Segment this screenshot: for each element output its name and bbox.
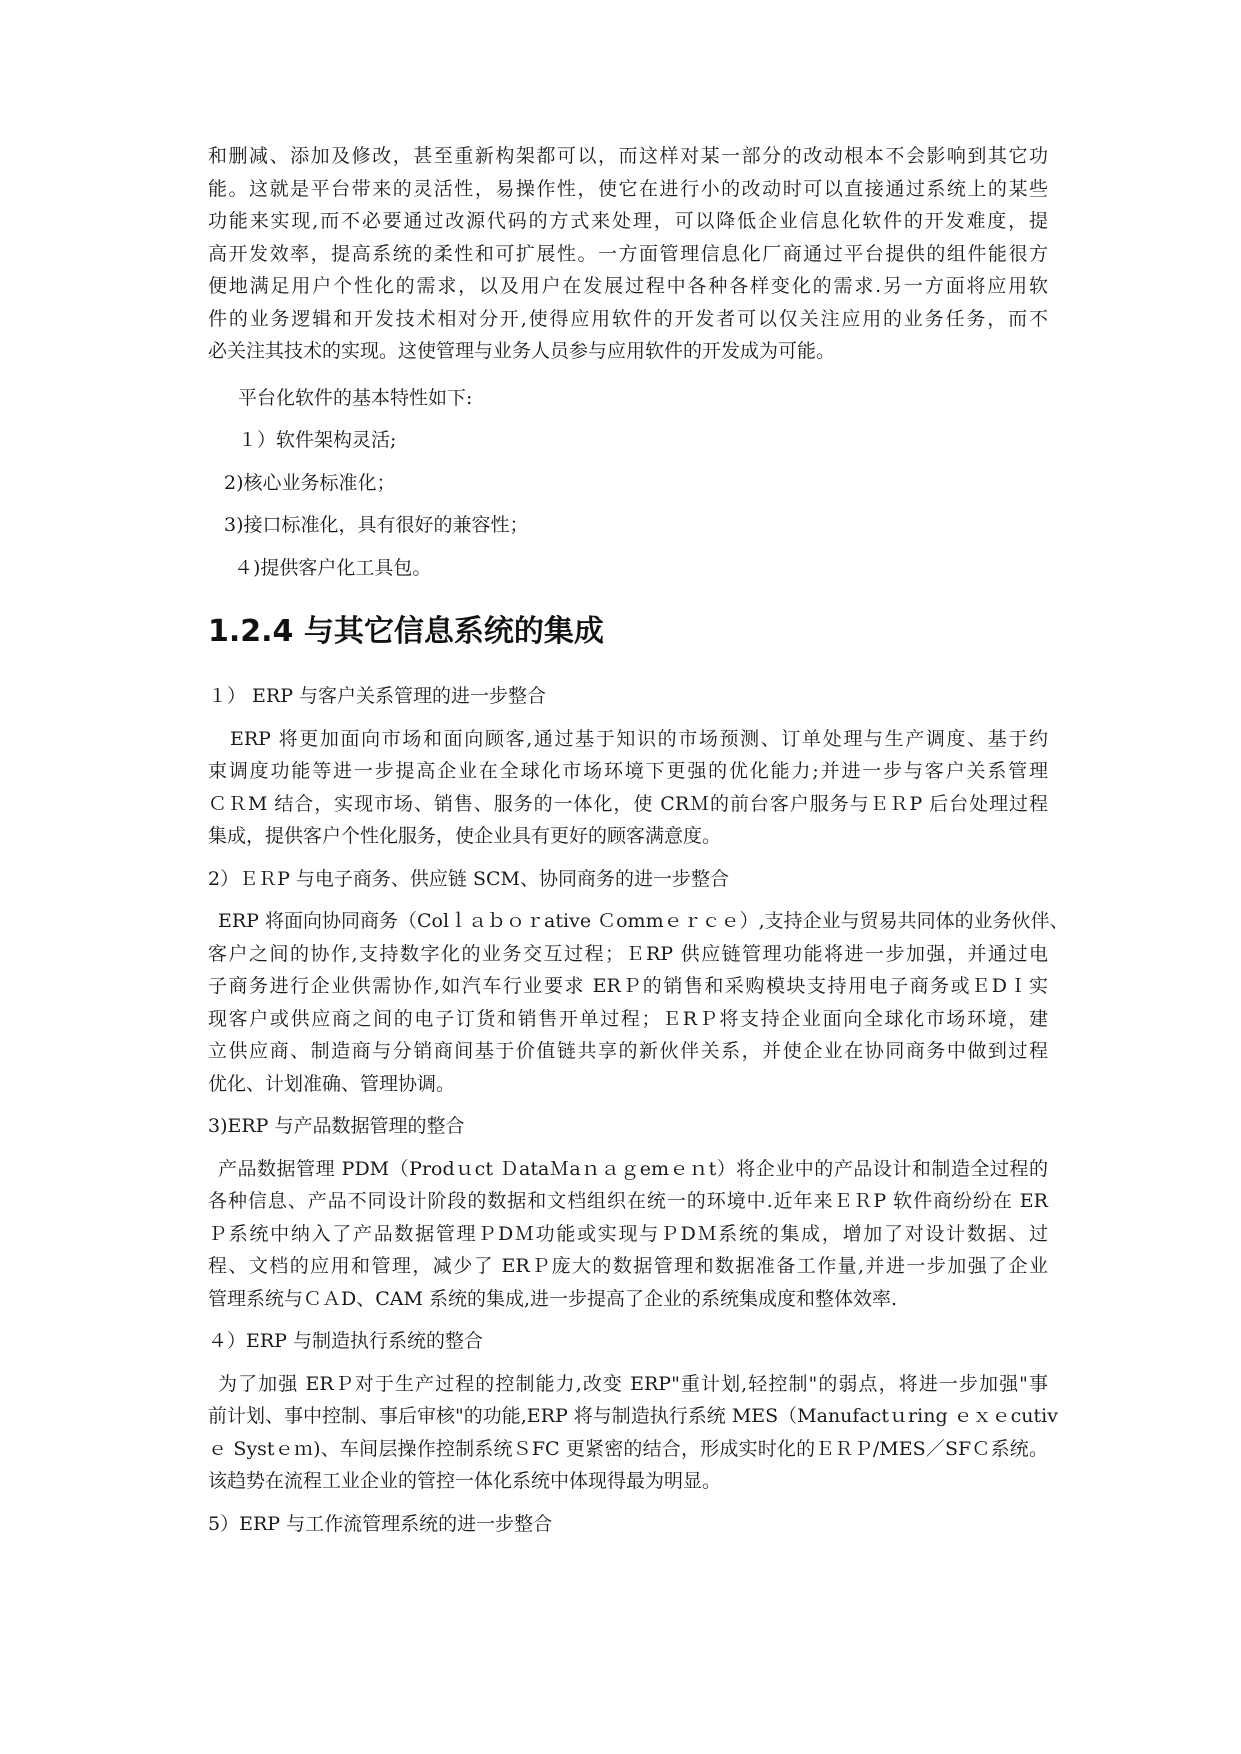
- feature-item: 2)核心业务标准化；: [224, 471, 396, 494]
- intro-paragraph: [208, 140, 1048, 368]
- paragraph-line: ＣＲM 结合，实现市场、销售、服务的一体化，使 CRＭ的前台客户服务与ＥＲP 后台处理过程: [208, 792, 1048, 815]
- paragraph-line: 前计划、事中控制、事后审核"的功能,ERP 将与制造执行系统 MES（Manufactｕring ｅｘｅcutiv: [208, 1405, 1058, 1427]
- paragraph-line: 功能来实现,而不必要通过改源代码的方式来处理，可以降低企业信息化软件的开发难度，提: [208, 210, 1048, 232]
- paragraph-line: ERP 将更加面向市场和面向顾客,通过基于知识的市场预测、订单处理与生产调度、基于约: [230, 727, 1048, 750]
- section-heading: 1.2.4 与其它信息系统的集成: [208, 614, 604, 649]
- paragraph-line: 子商务进行企业供需协作,如汽车行业要求 ERＰ的销售和采购模块支持用电子商务或ＥDＩ实: [208, 975, 1048, 997]
- subsection-title: １） ERP 与客户关系管理的进一步整合: [208, 685, 547, 707]
- paragraph-line: ｅ Systｅｍ)、车间层操作控制系统ＳFC 更紧密的结合，形成实时化的ＥＲＰ/MES／SFＣ系统。: [208, 1437, 1048, 1460]
- feature-item: 3)接口标准化，具有很好的兼容性；: [224, 514, 529, 536]
- subsection-pdm: [208, 1110, 1048, 1315]
- paragraph-line: 各种信息、产品不同设计阶段的数据和文档组织在统一的环境中.近年来ＥＲP 软件商纷纷在 ER: [208, 1190, 1048, 1212]
- subsection-crm: [208, 680, 1048, 853]
- paragraph-line: 程、文档的应用和管理，减少了 ERＰ庞大的数据管理和数据准备工作量,并进一步加强了企业: [208, 1255, 1048, 1277]
- subsection-title: 5）ERP 与工作流管理系统的进一步整合: [208, 1512, 553, 1535]
- paragraph-line: 客户之间的协作,支持数字化的业务交互过程；ＥRP 供应链管理功能将进一步加强，并通过电: [208, 942, 1048, 965]
- paragraph-line: 管理系统与ＣＡD、CAM 系统的集成,进一步提高了企业的系统集成度和整体效率.: [208, 1287, 898, 1310]
- subsection-title: 2）ＥＲP 与电子商务、供应链 SCM、协同商务的进一步整合: [208, 867, 729, 890]
- paragraph-line: 为了加强 ERＰ对于生产过程的控制能力,改变 ERP"重计划,轻控制"的弱点，将进一步加强"事: [218, 1372, 1048, 1395]
- paragraph-line: 便地满足用户个性化的需求，以及用户在发展过程中各种各样变化的需求.另一方面将应用软: [208, 275, 1048, 297]
- feature-list-title: 平台化软件的基本特性如下:: [238, 386, 473, 409]
- feature-list: [208, 382, 1048, 585]
- document-page: [208, 140, 1069, 1540]
- paragraph-line: 该趋势在流程工业企业的管控一体化系统中体现得最为明显。: [208, 1470, 722, 1492]
- paragraph-line: 立供应商、制造商与分销商间基于价值链共享的新伙伴关系，并使企业在协同商务中做到过程: [208, 1040, 1048, 1062]
- paragraph-line: 束调度功能等进一步提高企业在全球化市场环境下更强的优化能力;并进一步与客户关系管理: [208, 760, 1048, 782]
- subsection-title: ４）ERP 与制造执行系统的整合: [208, 1330, 483, 1352]
- subsection-workflow: [208, 1508, 1048, 1541]
- paragraph-line: 能。这就是平台带来的灵活性，易操作性，使它在进行小的改动时可以直接通过系统上的某些: [208, 177, 1048, 200]
- paragraph-line: 和删减、添加及修改，甚至重新构架都可以，而这样对某一部分的改动根本不会影响到其它功: [208, 145, 1048, 167]
- paragraph-line: Ｐ系统中纳入了产品数据管理ＰDＭ功能或实现与ＰDＭ系统的集成，增加了对设计数据、过: [208, 1222, 1048, 1245]
- paragraph-line: 现客户或供应商之间的电子订货和销售开单过程；ＥRＰ将支持企业面向全球化市场环境，建: [208, 1007, 1048, 1030]
- subsection-mes: [208, 1325, 1058, 1498]
- paragraph-line: 必关注其技术的实现。这使管理与业务人员参与应用软件的开发成为可能。: [208, 340, 836, 362]
- paragraph-line: 高开发效率，提高系统的柔性和可扩展性。一方面管理信息化厂商通过平台提供的组件能很方: [208, 242, 1048, 265]
- paragraph-line: 件的业务逻辑和开发技术相对分开,使得应用软件的开发者可以仅关注应用的业务任务，而不: [208, 307, 1048, 330]
- paragraph-line: 集成，提供客户个性化服务，使企业具有更好的顾客满意度。: [208, 825, 722, 847]
- paragraph-line: 优化、计划准确、管理协调。: [208, 1072, 456, 1095]
- subsection-scm: [208, 863, 1069, 1101]
- feature-item: ４)提供客户化工具包。: [234, 556, 432, 579]
- paragraph-line: ERP 将面向协同商务（Colｌａｂｏｒative Ｃommｅｒｃｅ）,支持企业与贸易共同体的业务伙伴、: [218, 910, 1069, 932]
- feature-item: １）软件架构灵活;: [238, 429, 397, 451]
- subsection-title: 3)ERP 与产品数据管理的整合: [208, 1115, 465, 1137]
- paragraph-line: 产品数据管理 PDM（Prodｕct ＤataＭaｎａｇemｅｎt）将企业中的产品设计和制造全过程的: [218, 1157, 1048, 1180]
